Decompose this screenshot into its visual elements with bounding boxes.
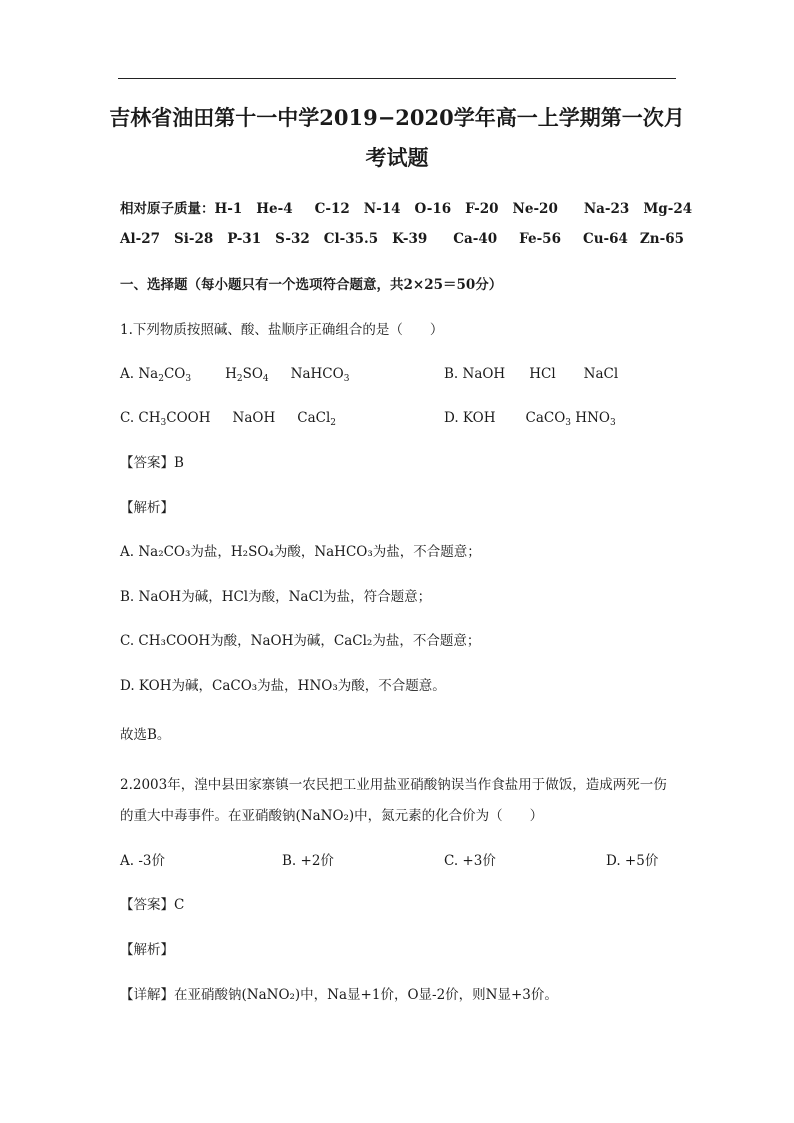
q2-option-a: A. -3价: [120, 853, 165, 869]
atomic-mass: Si-28: [174, 231, 214, 247]
q1-option-a: A. $Na_2CO_3$ $H_2SO_4$ NaHCO$_3$: [120, 366, 350, 384]
q1-option-c: C. $CH_3COOH$ NaOH CaCl$_2$: [120, 410, 336, 428]
atomic-mass: Al-27: [120, 231, 160, 247]
atomic-mass: P-31: [227, 231, 262, 247]
atomic-mass: Cl-35.5: [323, 231, 379, 247]
q1-detail-line-3: C. CH₃COOH为酸，NaOH为碱，CaCl₂为盐，不合题意；: [120, 633, 481, 649]
atomic-mass: Ca-40: [453, 231, 498, 247]
section-heading: 一、选择题（每小题只有一个选项符合题意，共2×25＝50分）: [120, 277, 503, 293]
q2-option-d: D. +5价: [606, 853, 659, 869]
atomic-mass: Mg-24: [643, 201, 693, 217]
atomic-mass: Cu-64: [582, 231, 628, 247]
q1-detail-line-2: B. NaOH为碱，HCl为酸，NaCl为盐，符合题意；: [120, 589, 432, 605]
q2-answer: 【答案】C: [120, 897, 185, 913]
q1-answer: 【答案】B: [120, 455, 184, 471]
q2-option-c: C. +3价: [444, 853, 496, 869]
document-title-line-2: 考试题: [365, 145, 429, 170]
atomic-mass: S-32: [275, 231, 310, 247]
atomic-mass-row-2: [120, 230, 684, 248]
question-1-stem: 1.下列物质按照碱、酸、盐顺序正确组合的是（ ）: [120, 322, 444, 338]
q2-analysis-label: 【解析】: [120, 942, 174, 958]
atomic-mass: K-39: [392, 231, 428, 247]
q1-option-b: B. NaOH HCl NaCl: [444, 366, 619, 382]
q1-detail-line-1: A. Na₂CO₃为盐，H₂SO₄为酸，NaHCO₃为盐，不合题意；: [120, 544, 481, 560]
atomic-mass: F-20: [465, 201, 499, 217]
atomic-mass: He-4: [256, 201, 293, 217]
atomic-mass: Na-23: [583, 201, 630, 217]
atomic-mass-row-1: [120, 200, 692, 218]
atomic-mass-label: 相对原子质量：: [120, 201, 215, 217]
atomic-mass: O-16: [414, 201, 452, 217]
q2-detail: 【详解】在亚硝酸钠(NaNO₂)中，Na显+1价，O显-2价，则N显+3价。: [120, 987, 558, 1003]
q1-option-d: D. KOH CaCO$_3$ $HNO_3$: [444, 410, 616, 428]
atomic-mass: Ne-20: [512, 201, 558, 217]
question-2-stem-line-1: 2.2003年，湟中县田家寨镇一农民把工业用盐亚硝酸钠误当作食盐用于做饭，造成两死一伤: [120, 777, 667, 793]
header-rule: [118, 78, 676, 79]
atomic-mass: Fe-56: [519, 231, 561, 247]
q1-detail-line-4: D. KOH为碱，CaCO₃为盐，HNO₃为酸，不合题意。: [120, 678, 446, 694]
q1-conclusion: 故选B。: [120, 727, 171, 743]
q1-analysis-label: 【解析】: [120, 500, 174, 516]
atomic-mass: Zn-65: [639, 231, 684, 247]
atomic-mass: H-1: [214, 201, 243, 217]
document-title-line-1: 吉林省油田第十一中学2019−2020学年高一上学期第一次月: [109, 105, 685, 130]
atomic-mass: C-12: [314, 201, 350, 217]
q2-option-b: B. +2价: [282, 853, 334, 869]
atomic-mass: N-14: [363, 201, 401, 217]
question-2-stem-line-2: 的重大中毒事件。在亚硝酸钠(NaNO₂)中，氮元素的化合价为（ ）: [120, 808, 544, 824]
